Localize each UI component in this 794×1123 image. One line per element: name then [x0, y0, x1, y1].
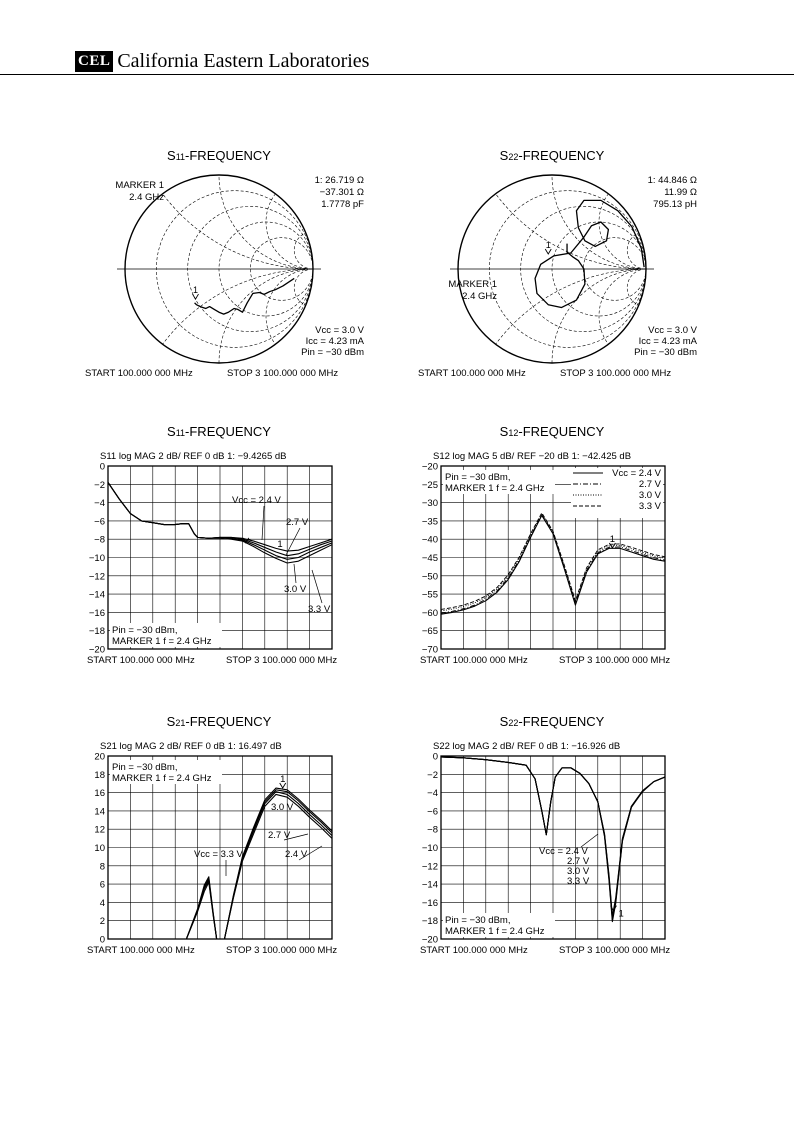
- chart-s22-log-mag: [413, 712, 703, 960]
- marker-number: 1: [192, 285, 199, 296]
- y-tick-label: −10: [88, 553, 105, 564]
- y-tick-label: −4: [94, 498, 105, 510]
- curve-annotation: 2.4 V: [285, 849, 308, 860]
- y-tick-label: −35: [421, 516, 438, 528]
- log-mag-chart-svg: [80, 712, 370, 960]
- stop-frequency-label: STOP 3 100.000 000 MHz: [227, 368, 339, 379]
- curve-annotation: 2.7 V: [567, 856, 590, 867]
- y-tick-label: −6: [94, 516, 105, 528]
- stop-frequency-label: STOP 3 100.000 000 MHz: [559, 945, 671, 956]
- bias-conditions: Icc = 4.23 mA: [305, 336, 364, 347]
- curve-annotation: 1: [280, 774, 286, 786]
- test-conditions: MARKER 1 f = 2.4 GHz: [112, 636, 212, 647]
- curve-annotation: 3.0 V: [284, 584, 307, 595]
- bias-conditions: Pin = −30 dBm: [634, 347, 697, 358]
- chart-title: S22-FREQUENCY: [499, 714, 605, 729]
- company-logo: CEL: [75, 51, 113, 72]
- y-tick-label: −45: [421, 553, 438, 564]
- curve-annotation: 3.3 V: [308, 604, 331, 615]
- y-tick-label: −30: [421, 498, 438, 510]
- y-tick-label: −8: [94, 534, 105, 546]
- reactance-circle: [219, 81, 407, 269]
- y-tick-label: −55: [421, 589, 438, 601]
- marker-readout: 1: 26.719 Ω: [314, 175, 364, 186]
- marker-readout: 1: 44.846 Ω: [647, 175, 697, 186]
- bias-conditions: Icc = 4.23 mA: [638, 336, 697, 347]
- marker-label: MARKER 1: [448, 279, 497, 290]
- chart-s11-log-mag: [80, 422, 370, 670]
- y-tick-label: −65: [421, 626, 438, 638]
- y-tick-label: −10: [421, 843, 438, 854]
- y-tick-label: −12: [88, 571, 105, 583]
- page-header: [75, 48, 369, 74]
- y-tick-label: 18: [94, 769, 105, 781]
- y-tick-label: 10: [94, 843, 105, 854]
- y-tick-label: 20: [94, 751, 105, 763]
- chart-s12-log-mag: [413, 422, 703, 670]
- chart-s11-smith: [80, 144, 370, 380]
- y-tick-label: −6: [427, 806, 438, 818]
- test-conditions: Pin = −30 dBm,: [445, 915, 511, 926]
- chart-title: S12-FREQUENCY: [499, 424, 605, 439]
- y-tick-label: −2: [94, 479, 105, 491]
- log-mag-chart-svg: [413, 712, 703, 960]
- chart-info-line: S21 log MAG 2 dB/ REF 0 dB 1: 16.497 dB: [100, 741, 282, 752]
- y-tick-label: −18: [421, 916, 438, 928]
- curve-annotation: 3.0 V: [567, 866, 590, 877]
- y-tick-label: −25: [421, 479, 438, 491]
- y-tick-label: 0: [99, 934, 105, 946]
- stop-frequency-label: STOP 3 100.000 000 MHz: [226, 655, 338, 666]
- y-tick-label: 14: [94, 806, 105, 818]
- legend-label: 3.0 V: [638, 490, 661, 501]
- curve-annotation: 3.3 V: [567, 876, 590, 887]
- annotation-leader: [262, 506, 264, 540]
- chart-title: S22-FREQUENCY: [499, 148, 605, 163]
- y-tick-label: 8: [99, 861, 105, 873]
- stop-frequency-label: STOP 3 100.000 000 MHz: [560, 368, 672, 379]
- y-tick-label: −40: [421, 534, 438, 546]
- marker-readout: 1.7778 pF: [321, 199, 364, 210]
- y-tick-label: 6: [99, 879, 105, 891]
- marker-label: 2.4 GHz: [462, 291, 497, 302]
- y-tick-label: −4: [427, 788, 438, 800]
- start-frequency-label: START 100.000 000 MHz: [85, 368, 193, 379]
- bias-conditions: Pin = −30 dBm: [301, 347, 364, 358]
- y-tick-label: −16: [88, 607, 105, 619]
- y-tick-label: −14: [88, 589, 105, 601]
- marker-label: MARKER 1: [115, 180, 164, 191]
- chart-title: S11-FREQUENCY: [167, 424, 271, 439]
- start-frequency-label: START 100.000 000 MHz: [420, 945, 528, 956]
- smith-chart-svg: [413, 144, 703, 380]
- y-tick-label: −8: [427, 824, 438, 836]
- y-tick-label: 0: [432, 751, 438, 763]
- start-frequency-label: START 100.000 000 MHz: [87, 945, 195, 956]
- curve-annotation: 3.0 V: [271, 802, 294, 813]
- bias-conditions: Vcc = 3.0 V: [315, 325, 364, 336]
- y-tick-label: 16: [94, 788, 105, 800]
- curve-annotation: 1: [609, 533, 616, 545]
- marker-readout: 11.99 Ω: [664, 187, 697, 198]
- marker-readout: 795.13 pH: [653, 199, 697, 210]
- y-tick-label: 0: [99, 461, 105, 473]
- log-mag-chart-svg: [413, 422, 703, 670]
- y-tick-label: 12: [94, 824, 105, 836]
- y-tick-label: −20: [88, 644, 105, 656]
- chart-info-line: S12 log MAG 5 dB/ REF −20 dB 1: −42.425 dB: [433, 451, 632, 462]
- smith-trace: [192, 278, 295, 314]
- marker-readout: −37.301 Ω: [319, 187, 364, 198]
- curve-annotation: 1: [277, 539, 283, 550]
- curve-annotation: 1: [618, 908, 624, 920]
- annotation-leader: [581, 834, 598, 847]
- chart-title: S11-FREQUENCY: [167, 148, 271, 163]
- marker-number: 1: [545, 239, 551, 250]
- legend-label: 3.3 V: [638, 501, 661, 512]
- start-frequency-label: START 100.000 000 MHz: [420, 655, 528, 666]
- test-conditions: Pin = −30 dBm,: [445, 472, 511, 483]
- y-tick-label: −20: [421, 461, 438, 473]
- curve-annotation: Vcc = 3.3 V: [194, 849, 243, 860]
- annotation-leader: [294, 564, 296, 583]
- reactance-circle: [458, 0, 794, 269]
- y-tick-label: 2: [99, 916, 105, 928]
- y-tick-label: −14: [421, 879, 438, 891]
- chart-s22-smith: [413, 144, 703, 380]
- marker-label: 2.4 GHz: [129, 192, 164, 203]
- company-name: California Eastern Laboratories: [117, 49, 370, 72]
- curve-annotation: 2.7 V: [286, 517, 309, 528]
- legend-label: Vcc = 2.4 V: [612, 468, 661, 479]
- stop-frequency-label: STOP 3 100.000 000 MHz: [226, 945, 338, 956]
- stop-frequency-label: STOP 3 100.000 000 MHz: [559, 655, 671, 666]
- chart-s21-log-mag: [80, 712, 370, 960]
- y-tick-label: 4: [99, 897, 105, 909]
- y-tick-label: −16: [421, 897, 438, 909]
- curve-annotation: Vcc = 2.4 V: [232, 495, 281, 506]
- header-rule: [0, 74, 794, 75]
- start-frequency-label: START 100.000 000 MHz: [87, 655, 195, 666]
- chart-title: S21-FREQUENCY: [166, 714, 272, 729]
- legend-label: 2.7 V: [638, 479, 661, 490]
- test-conditions: MARKER 1 f = 2.4 GHz: [445, 926, 545, 937]
- start-frequency-label: START 100.000 000 MHz: [418, 368, 526, 379]
- log-mag-chart-svg: [80, 422, 370, 670]
- test-conditions: Pin = −30 dBm,: [112, 625, 178, 636]
- y-tick-label: −50: [421, 571, 438, 583]
- annotation-leader: [312, 570, 322, 603]
- y-tick-label: −60: [421, 607, 438, 619]
- test-conditions: Pin = −30 dBm,: [112, 762, 178, 773]
- chart-info-line: S22 log MAG 2 dB/ REF 0 dB 1: −16.926 dB: [433, 741, 621, 752]
- y-tick-label: −70: [421, 644, 438, 656]
- curve-annotation: 2.7 V: [268, 830, 291, 841]
- y-tick-label: −18: [88, 626, 105, 638]
- bias-conditions: Vcc = 3.0 V: [648, 325, 697, 336]
- test-conditions: MARKER 1 f = 2.4 GHz: [112, 773, 212, 784]
- smith-trace: [535, 200, 644, 307]
- y-tick-label: −12: [421, 861, 438, 873]
- y-tick-label: −20: [421, 934, 438, 946]
- chart-info-line: S11 log MAG 2 dB/ REF 0 dB 1: −9.4265 dB: [100, 451, 287, 462]
- curve-annotation: Vcc = 2.4 V: [539, 846, 588, 857]
- y-tick-label: −2: [427, 769, 438, 781]
- test-conditions: MARKER 1 f = 2.4 GHz: [445, 483, 545, 494]
- smith-chart-svg: [80, 144, 370, 380]
